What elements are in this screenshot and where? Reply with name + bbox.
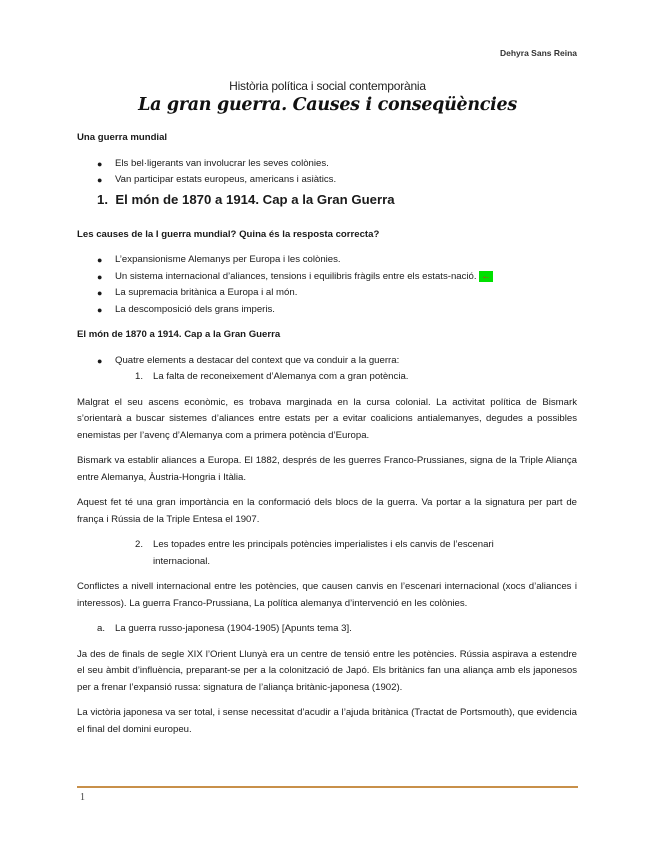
bullet-icon: ● [97,288,103,298]
bullet-icon: ● [97,175,103,185]
document-subject: Història política i social contemporània [229,79,426,93]
heading-text: El món de 1870 a 1914. Cap a la Gran Guerra [115,191,395,207]
bullet-icon: ● [97,255,103,265]
numbered-item-2: 2. Les topades entre les principals potències imperialistes i els canvis de l’escenari internacional. [135,539,494,567]
list-item: ● Un sistema internacional d’aliances, tensions i equilibris fràgils entre els estats-nació. ← [77,269,577,286]
paragraph: Conflictes a nivell internacional entre les potències, que causen canvis en l’escenari internacional (xocs d’aliances i interessos). La guerra Franco-Prussiana, La política alemanya d’intervenció en les colònies. [77,581,577,609]
quiz-question: Les causes de la I guerra mundial? Quina és la resposta correcta? [77,228,380,240]
paragraph: Ja des de finals de segle XIX l’Orient Llunyà era un centre de tensió entre les potències. Rússia aspirava a estendre el seu àmbit d’influència, preparant-se per a la colonització de Japó. Els britànics fan una aliança amb els japonesos per a frenar l’expansió russa: signatura de l’aliança britànic-japonesa (1902). [77,648,577,693]
list-item: ● Quatre elements a destacar del context que va conduir a la guerra: [77,353,577,370]
paragraph: Aquest fet té una gran importància en la conformació dels blocs de la guerra. Va portar a la signatura per part de frança i Rússia de la Triple Entesa el 1907. [77,497,577,525]
paragraph: Bismark va establir aliances a Europa. El 1882, després de les guerres Franco-Prussianes, signa de la Triple Aliança entre Alemanya, Àustria-Hongria i Itàlia. [77,455,577,483]
list-item: ● La descomposició dels grans imperis. [77,302,577,319]
quiz-options [77,252,577,318]
document-title: La gran guerra. Causes i conseqüències [138,95,517,115]
bullet-icon: ● [97,271,103,282]
heading-1 [77,191,577,209]
list-item: ● L’expansionisme Alemanys per Europa i les colònies. [77,252,577,269]
bullet-icon: ● [97,304,103,315]
paragraph: La victòria japonesa va ser total, i sense necessitat d’acudir a l’ajuda britànica (Tractat de Portsmouth), que evidencia el final del domini europeu. [77,707,577,735]
footer-divider [77,786,578,788]
numbered-item-1: 1. La falta de reconeixement d’Alemanya com a gran potència. [135,371,409,382]
section2-bullet-list [77,353,577,370]
section-heading-mon: El món de 1870 a 1914. Cap a la Gran Guerra [77,329,281,340]
author-name: Dehyra Sans Reina [499,48,577,58]
list-item: ● Els bel·ligerants van involucrar les seves colònies. [77,156,577,173]
bullet-icon: ● [97,158,103,169]
document-body [77,130,577,738]
paragraph: Malgrat el seu ascens econòmic, es trobava marginada en la cursa colonial. La activitat política de Bismark s’orientarà a buscar sistemes d’aliances entre estats per a evitar coalicions antialemanyes, degudes a possibles enemistas per l’avenç d’Alemanya com a primera potència d’Europa. [77,396,577,441]
section-heading-guerra-mundial: Una guerra mundial [77,132,168,143]
list-item: ● La supremacia britànica a Europa i al món. [77,285,577,302]
section1-bullet-list [77,156,577,189]
page-number: 1 [80,792,85,803]
correct-answer-arrow-icon: ← [481,270,491,282]
list-item: ● Van participar estats europeus, americans i asiàtics. [77,172,577,189]
bullet-icon: ● [97,355,103,366]
heading-number: 1. [97,191,108,207]
lettered-item-a: a. La guerra russo-japonesa (1904-1905) [Apunts tema 3]. [97,623,352,634]
